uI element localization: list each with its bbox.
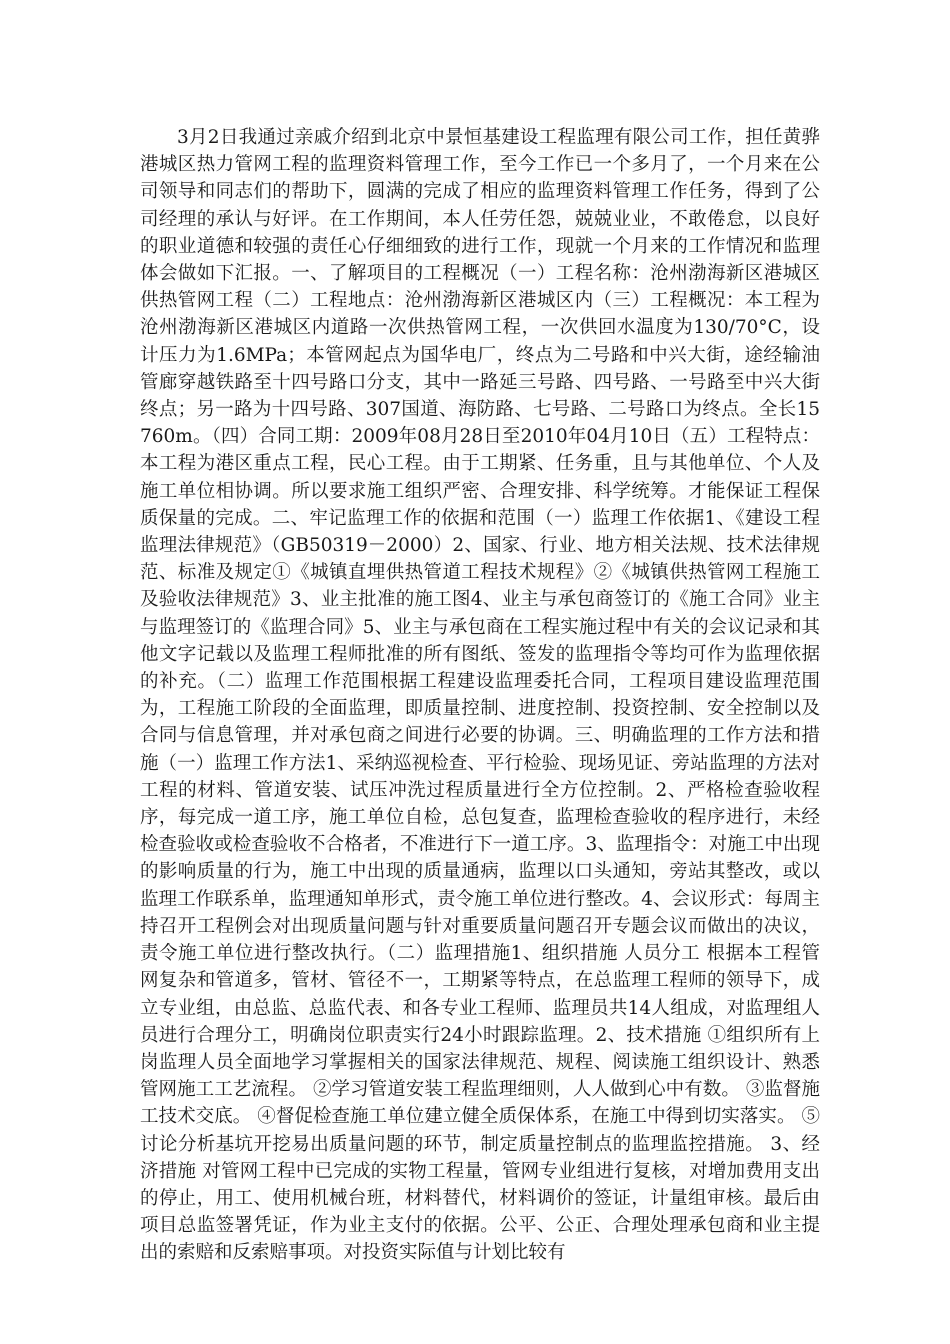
document-body [140, 124, 820, 1267]
body-paragraph: 3月2日我通过亲戚介绍到北京中景恒基建设工程监理有限公司工作，担任黄骅港城区热力管网工程的监理资料管理工作，至今工作已一个多月了，一个月来在公司领导和同志们的帮助下，圆满的完成了相应的监理资料管理工作任务，得到了公司经理的承认与好评。在工作期间，本人任劳任怨，兢兢业业，不敢倦怠，以良好的职业道德和较强的责任心仔细细致的进行工作，现就一个月来的工作情况和监理体会做如下汇报。一、了解项目的工程概况（一）工程名称：沧州渤海新区港城区供热管网工程（二）工程地点：沧州渤海新区港城区内（三）工程概况：本工程为沧州渤海新区港城区内道路一次供热管网工程，一次供回水温度为130/70°C，设计压力为1.6MPa；本管网起点为国华电厂，终点为二号路和中兴大街，途经输油管廊穿越铁路至十四号路口分支，其中一路延三号路、四号路、一号路至中兴大街终点；另一路为十四号路、307国道、海防路、七号路、二号路口为终点。全长15760m。（四）合同工期：2009年08月28日至2010年04月10日（五）工程特点：本工程为港区重点工程，民心工程。由于工期紧、任务重，且与其他单位、个人及施工单位相协调。所以要求施工组织严密、合理安排、科学统筹。才能保证工程保质保量的完成。二、牢记监理工作的依据和范围（一）监理工作依据1、《建设工程监理法律规范》（GB50319－2000）2、国家、行业、地方相关法规、技术法律规范、标准及规定①《城镇直埋供热管道工程技术规程》②《城镇供热管网工程施工及验收法律规范》3、业主批准的施工图4、业主与承包商签订的《施工合同》业主与监理签订的《监理合同》5、业主与承包商在工程实施过程中有关的会议记录和其他文字记载以及监理工程师批准的所有图纸、签发的监理指令等均可作为监理依据的补充。（二）监理工作范围根据工程建设监理委托合同，工程项目建设监理范围为，工程施工阶段的全面监理，即质量控制、进度控制、投资控制、安全控制以及合同与信息管理，并对承包商之间进行必要的协调。三、明确监理的工作方法和措施（一）监理工作方法1、采纳巡视检查、平行检验、现场见证、旁站监理的方法对工程的材料、管道安装、试压冲洗过程质量进行全方位控制。2、严格检查验收程序，每完成一道工序，施工单位自检，总包复查，监理检查验收的程序进行，未经检查验收或检查验收不合格者，不准进行下一道工序。3、监理指令：对施工中出现的影响质量的行为，施工中出现的质量通病，监理以口头通知，旁站其整改，或以监理工作联系单，监理通知单形式，责令施工单位进行整改。4、会议形式：每周主持召开工程例会对出现质量问题与针对重要质量问题召开专题会议而做出的决议，责令施工单位进行整改执行。（二）监理措施1、组织措施 人员分工 根据本工程管网复杂和管道多，管材、管径不一，工期紧等特点，在总监理工程师的领导下，成立专业组，由总监、总监代表、和各专业工程师、监理员共14人组成，对监理组人员进行合理分工，明确岗位职责实行24小时跟踪监理。2、技术措施 ①组织所有上岗监理人员全面地学习掌握相关的国家法律规范、规程、阅读施工组织设计、熟悉管网施工工艺流程。 ②学习管道安装工程监理细则，人人做到心中有数。 ③监督施工技术交底。 ④督促检查施工单位建立健全质保体系，在施工中得到切实落实。 ⑤讨论分析基坑开挖易出质量问题的环节，制定质量控制点的监理监控措施。 3、经济措施 对管网工程中已完成的实物工程量，管网专业组进行复核，对增加费用支出的停止，用工、使用机械台班，材料替代，材料调价的签证，计量组审核。最后由项目总监签署凭证，作为业主支付的依据。公平、公正、合理处理承包商和业主提出的索赔和反索赔事项。对投资实际值与计划比较有 [140, 127, 820, 1264]
